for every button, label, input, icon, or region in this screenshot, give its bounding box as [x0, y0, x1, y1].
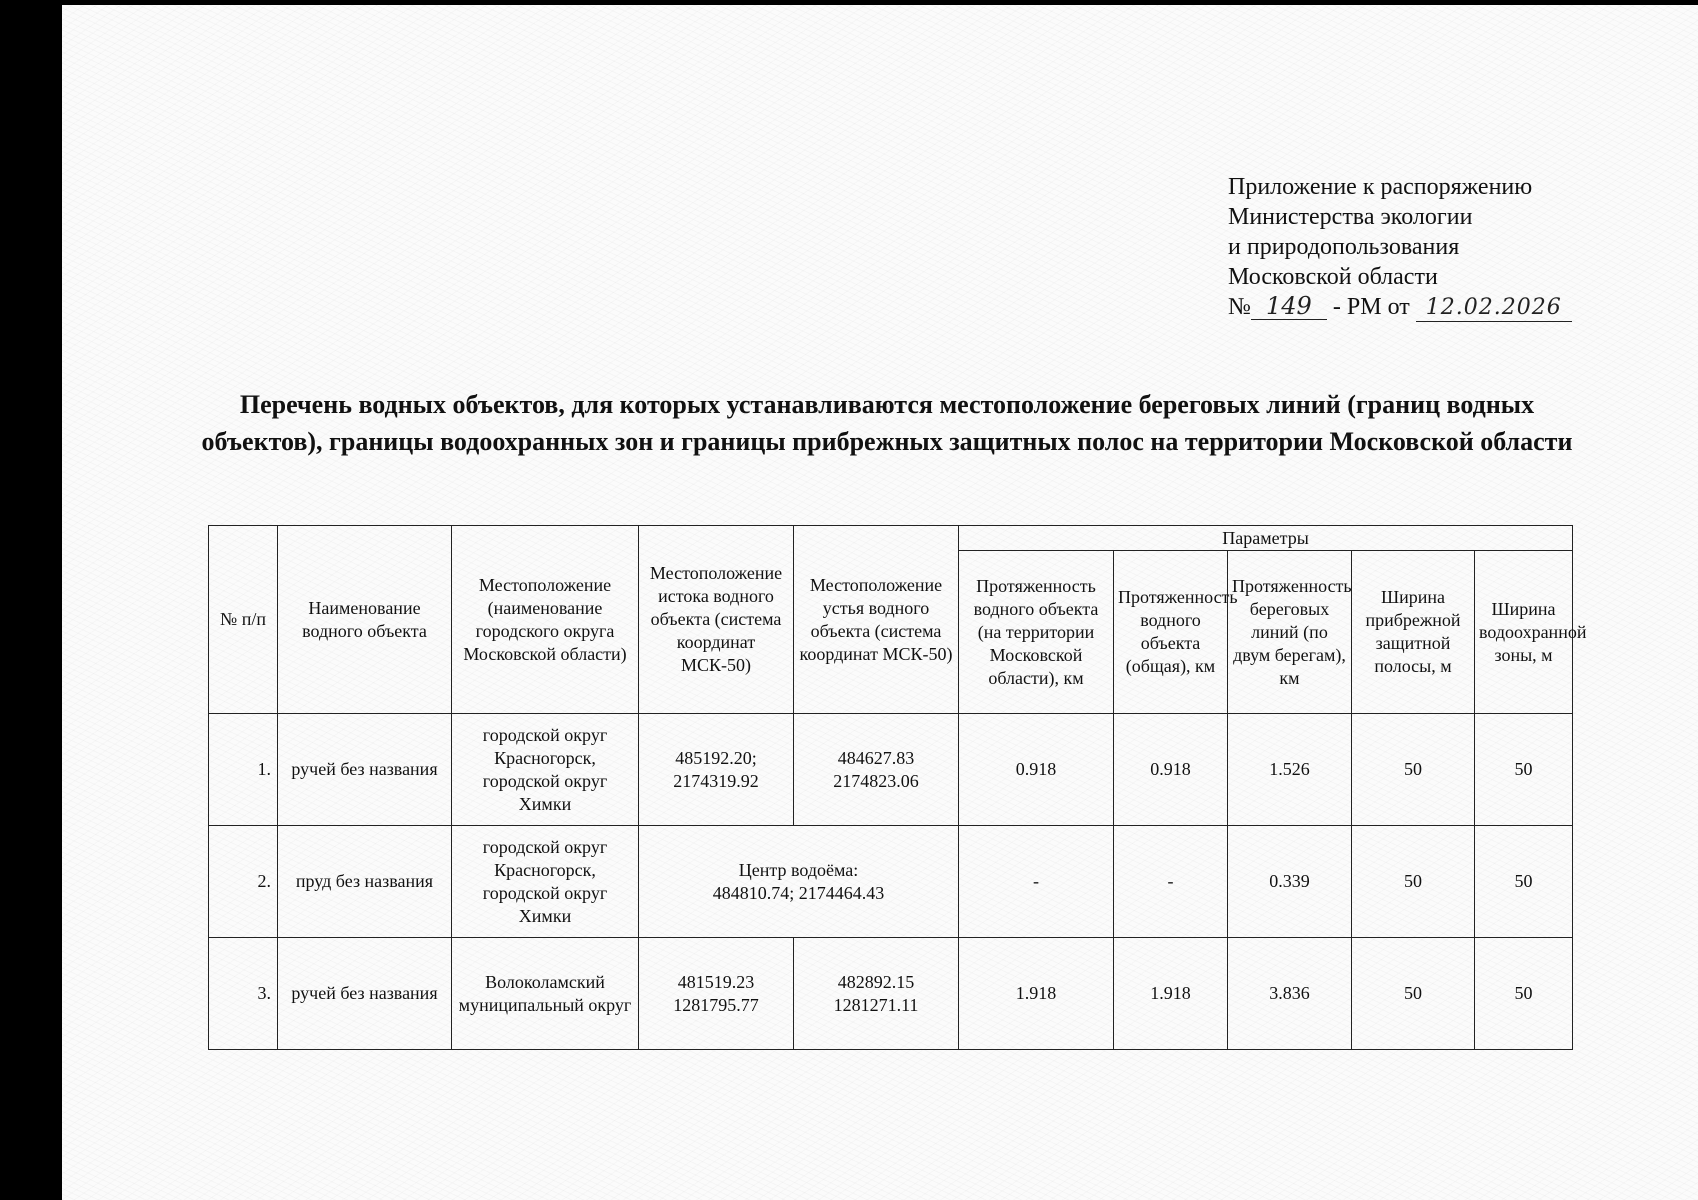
cell-water-center: [639, 826, 959, 938]
table-row: [209, 714, 1573, 826]
table-header-row: [209, 526, 1573, 551]
header-mouth: Местоположение устья водного объекта (система координат МСК-50): [794, 526, 959, 714]
cell-num: 1.: [209, 714, 278, 826]
water-bodies-table: [208, 525, 1587, 1050]
cell-coastal-strip: 50: [1352, 938, 1475, 1050]
header-shoreline: Протяженность береговых линий (по двум берегам), км: [1228, 551, 1352, 714]
cell-water-zone: 50: [1475, 938, 1573, 1050]
header-location: Местоположение (наименование городского округа Московской области): [452, 526, 639, 714]
cell-length-mo: 0.918: [959, 714, 1114, 826]
cell-shoreline: 1.526: [1228, 714, 1352, 826]
header-length-mo: Протяженность водного объекта (на территории Московской области), км: [959, 551, 1114, 714]
order-date-handwritten: 12.02.2026: [1416, 295, 1572, 322]
header-length-total: Протяженность водного объекта (общая), км: [1114, 551, 1228, 714]
header-params-group: Параметры: [959, 526, 1573, 551]
header-source: Местоположение истока водного объекта (система координат МСК-50): [639, 526, 794, 714]
cell-location: городской округ Красногорск, городской округ Химки: [452, 714, 639, 826]
cell-mouth: 482892.15 1281271.11: [794, 938, 959, 1050]
document-title: Перечень водных объектов, для которых устанавливаются местоположение береговых линий (границ водных объектов), границы водоохранных зон и границы прибрежных защитных полос на территории Московской области: [201, 390, 1573, 456]
appendix-line: Московской области: [1228, 264, 1438, 290]
water-center-coords: 484810.74; 2174464.43: [712, 882, 885, 903]
table-row: [209, 826, 1573, 938]
cell-source: 481519.23 1281795.77: [639, 938, 794, 1050]
order-number-handwritten: 149: [1251, 293, 1327, 320]
cell-location: Волоколамский муниципальный округ: [452, 938, 639, 1050]
cell-num: 2.: [209, 826, 278, 938]
cell-mouth: 484627.83 2174823.06: [794, 714, 959, 826]
cell-name: ручей без названия: [278, 714, 452, 826]
appendix-line: Приложение к распоряжению: [1228, 174, 1533, 200]
cell-source: 485192.20; 2174319.92: [639, 714, 794, 826]
cell-length-total: 1.918: [1114, 938, 1228, 1050]
cell-num: 3.: [209, 938, 278, 1050]
cell-length-mo: 1.918: [959, 938, 1114, 1050]
cell-location: городской округ Красногорск, городской округ Химки: [452, 826, 639, 938]
cell-length-total: -: [1114, 826, 1228, 938]
order-reference-line: [1228, 292, 1572, 322]
cell-shoreline: 0.339: [1228, 826, 1352, 938]
scan-edge-left: [0, 0, 62, 1200]
cell-coastal-strip: 50: [1352, 714, 1475, 826]
header-water-zone: Ширина водоохранной зоны, м: [1475, 551, 1573, 714]
order-number-prefix: №: [1228, 294, 1251, 320]
table-row: [209, 938, 1573, 1050]
cell-length-mo: -: [959, 826, 1114, 938]
cell-name: ручей без названия: [278, 938, 452, 1050]
cell-shoreline: 3.836: [1228, 938, 1352, 1050]
appendix-line: Министерства экологии: [1228, 204, 1473, 230]
cell-water-zone: 50: [1475, 714, 1573, 826]
cell-water-zone: 50: [1475, 826, 1573, 938]
cell-coastal-strip: 50: [1352, 826, 1475, 938]
header-name: Наименование водного объекта: [278, 526, 452, 714]
appendix-header: [1228, 172, 1572, 322]
order-type: - РМ от: [1332, 294, 1410, 320]
cell-name: пруд без названия: [278, 826, 452, 938]
cell-length-total: 0.918: [1114, 714, 1228, 826]
header-coastal-strip: Ширина прибрежной защитной полосы, м: [1352, 551, 1475, 714]
header-num: № п/п: [209, 526, 278, 714]
appendix-line: и природопользования: [1228, 234, 1460, 260]
water-center-label: Центр водоёма:: [738, 859, 859, 880]
